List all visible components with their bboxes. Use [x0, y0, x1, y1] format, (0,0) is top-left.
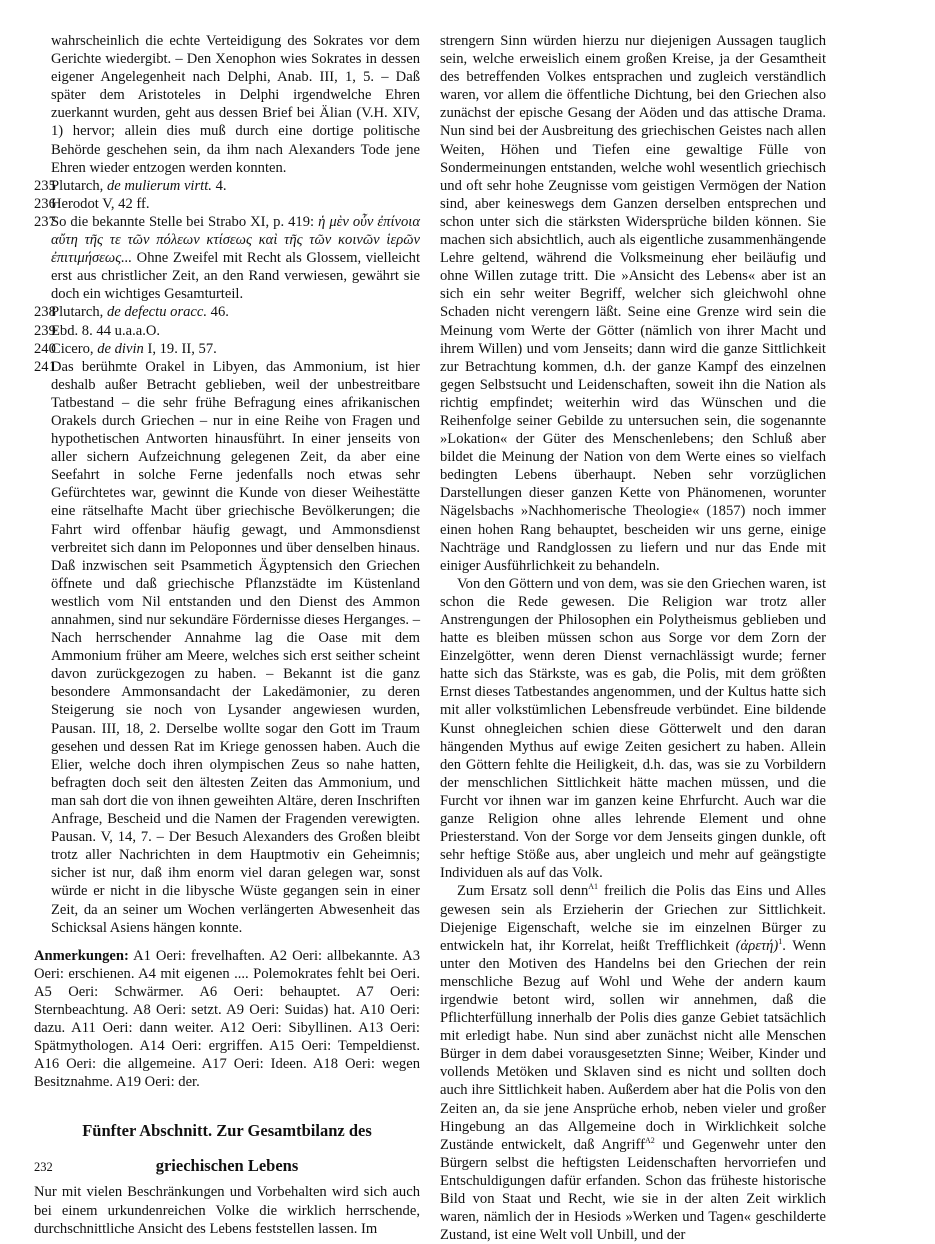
footnote-text-italic: de mulierum virtt.	[106, 177, 212, 194]
footnote-text-plain: Plutarch,	[51, 304, 107, 321]
section-heading-line-1: Fünfter Abschnitt. Zur Gesamtbilanz des	[82, 1121, 372, 1141]
footnote-text-italic: de divin	[97, 340, 144, 357]
footnote-text	[51, 177, 420, 195]
intro-paragraph: Nur mit vielen Beschränkungen und Vorbehalten wird sich auch bei einem urkundenreichen Volke die wirklich herrschende, durchschnittliche Ansicht des Lebens feststellen lassen. Im	[34, 1184, 420, 1237]
footnote-number: 238	[34, 304, 56, 321]
editorial-notes	[34, 947, 420, 1092]
footnote-text-plain: Herodot V, 42 ff.	[51, 195, 150, 212]
p3-part-d: und Gegenwehr unter den Bürgern selbst die heftigsten Leidenschaften hervorriefen und Entschuldigungen dafür erfanden. Schon das früheste historische Bild von Staat und Recht, wie sie in der alten Zeit wirklich waren, nämlich der in Hesiods »Werken und Tagen« geschilderte Zustand, ist eine Welt voll Unbill, und der	[440, 1136, 826, 1244]
footnote-list	[34, 177, 420, 937]
p3-part-c: . Wenn unter den Motiven des Handelns bei den Griechen der rein menschliche Bezug auf Wohl und Wehe der andern kaum irgendwie betont wird, sollen wir annehmen, daß die Pflichterfüllung innerhalb der Polis dies ganze Gebiet tatsächlich mit erledigt habe. Nun sind aber zunächst nicht alle Menschen Bürger in dem dabei vorausgesetzten Sinne; Weiber, Kinder und vollends Metöken und Sklaven sind es nicht und sollten doch auch ihre Sittlichkeit haben. Außerdem aber hat die Polis von den Zeiten an, da sie jene Ansprüche erhob, neben vieler und großer Hingebung an das Allgemeine doch in Wirklichkeit solche Zustände entwickelt, daß Angriff	[440, 937, 826, 1153]
footnote-text-italic: ἡ μὲν οὖν ἐπίνοια αὔτη τῆς τε τῶν πόλεων κτίσεως καὶ τῆς τῶν κοινῶν ἱερῶν ἐπιτιμήσεως...	[51, 213, 420, 267]
footnote-text	[51, 213, 420, 303]
p3-part-a: Zum Ersatz soll denn	[457, 883, 589, 900]
footnote-text	[51, 303, 420, 321]
footnote-continuation: wahrscheinlich die echte Verteidigung des Sokrates vor dem Gerichte wiedergibt. – Den Xenophon wies Sokrates in dessen eigener Angelegenheit nach Delphi, Anab. III, 1, 5. – Daß später dem Aristoteles in Delphi irgendwelche Ehren zuerkannt wurden, geht aus dessen Brief bei Älian (V.H. XIV, 1) hervor; allein dies muß durch eine dortige politische Behörde geschehen sein, da ihm nach Alexanders Tode jene Ehren wieder entzogen werden konnten.	[51, 33, 420, 176]
paragraph-1: strengern Sinn würden hierzu nur diejenigen Aussagen tauglich sein, welche erweislich einem großen Kreise, ja der Gesamtheit des betreffenden Volkes entsprachen und zugleich verständlich waren, vor allem die öffentliche Dichtung, bei den Griechen also zunächst der epische Gesang der Aöden und das attische Drama. Nun sind bei der Ausbreitung des griechischen Geistes nach allen Weiten, Höhen und Tiefen eine gewaltige Fülle von Sondermeinungen entstanden, welche wohl wesentlich griechisch und oft sehr hohe Zeugnisse vom geistigen Vermögen der Nation sind, aber keineswegs dem Ganzen derselben entsprechen und schon unter sich die stärksten Widersprüche bilden können. Sie machen sich absichtlich, auch als eigentliche zusammenhängende Lehre geltend, während die Volksmeinung eher beiläufig und ohne Willen zutage tritt. Die »Ansicht des Lebens« aber ist an sich ein sehr weiter Begriff, welcher sich gleichwohl ohne Schaden nicht verengern läßt. Seine eine Grenze wird sein die Meinung vom Werte der Götter (nämlich von ihrer Macht und ihrem Willen) und vom Jenseits; dann wird die ganze Sittlichkeit zur Betrachtung kommen, d.h. der ganze Kampf des einzelnen gegen Selbstsucht und Leidenschaften, soweit ihn die Nation als richtig empfindet; weiterhin wird das Wünschen und die Reihenfolge seiner Gebilde zu untersuchen sein, die sogenannte »Lokation« der Güter des Menschenlebens; den Schluß aber bildet die Meinung der Nation von dem Werte eines so vielfach bedingten Lebens überhaupt. Neben sehr vorzüglichen Darstellungen dieser ganzen Kette von Phänomenen, worunter Nägelsbachs »Nachhomerische Theologie« (1857) noch immer einen hohen Rang behauptet, bescheiden wir uns gerne, einige Nachträge und Randglossen zu liefern und nur das Ende mit einiger Ausführlichkeit zu behandeln.	[440, 33, 826, 574]
annotation-marker: A2	[644, 1135, 655, 1145]
footnote-text	[51, 358, 420, 937]
notes-text: A1 Oeri: frevelhaften. A2 Oeri: allbekannte. A3 Oeri: erschienen. A4 mit eigenen .... Polemokrates fehlt bei Oeri. A5 Oeri: Schwärmer. A6 Oeri: behauptet. A7 Oeri: Sternbeachtung. A8 Oeri: setzt. A9 Oeri: Suidas) hat. A10 Oeri: dazu. A11 Oeri: dann weiter. A12 Oeri: Sibyllinen. A13 Oeri: Spätmythologen. A14 Oeri: ergriffen. A15 Oeri: Tempeldienst. A16 Oeri: die allgemeine. A17 Oeri: Ideen. A18 Oeri: wegen Besitznahme. A19 Oeri: der.	[34, 947, 420, 1091]
footnote-text-plain: Ebd. 8. 44 u.a.a.O.	[51, 322, 161, 339]
footnote-marker: 1	[778, 936, 783, 946]
left-column	[34, 32, 420, 1238]
footnote-text-plain: So die bekannte Stelle bei Strabo XI, p. 419:	[51, 213, 319, 230]
footnote-text-plain: Plutarch,	[51, 177, 107, 194]
footnote-number: 241	[34, 358, 56, 375]
notes-label: Anmerkungen:	[34, 947, 129, 964]
footnote-number: 237	[34, 213, 56, 230]
footnote-number: 236	[34, 195, 56, 212]
annotation-marker: A1	[588, 882, 599, 892]
paragraph-3	[440, 882, 826, 1244]
p3-part-b: freilich die Polis das Eins und Alles gewesen sein als Erzieherin der Griechen zur Sittlichkeit. Diejenige Eigenschaft, welche sie im einzelnen Bürger zu entwickeln hat, ihr Korrelat, heißt Trefflichkeit	[440, 883, 826, 954]
footnote-text	[51, 322, 420, 340]
section-heading-line-2: griechischen Lebens	[155, 1156, 299, 1176]
greek-term: (ἀρετή)	[735, 937, 779, 954]
footnote-item	[34, 213, 420, 303]
paragraph-2: Von den Göttern und von dem, was sie den Griechen waren, ist schon die Rede gewesen. Die Religion war trotz aller Anstrengungen der Philosophen ein Polytheismus geblieben und hatte es bleiben müssen schon aus Sorge vor dem Zorn der Einzelgötter, wenn deren Dienst vernachlässigt wurde; ferner hatte sich das Stärkste, was es gab, die Polis, mit dem größten Ernst dieses Tatbestandes angenommen, und der Kultus hatte sich mit aller volkstümlichen Lebensfreude verbündet. Eine bildende Kunst ohnegleichen schien diese Götterwelt und den daran hängenden Mythus auf ewige Zeiten gesichert zu haben. Allein den Göttern fehlte die Heiligkeit, d.h. das, was sie zu Vorbildern der menschlichen Sittlichkeit hätte machen müssen, und die Furcht vor ihnen war im ganzen keine Ehrfurcht. Auch war die ganze Religion ohne alles lehrende Element und ohne Priesterstand. Von der Sorge vor dem Jenseits gingen dunkle, oft sehr heftige Stöße aus, aber ungleich und mehr auf geängstigte Individuen als auf das Volk.	[440, 575, 826, 882]
footnote-text-plain: 46.	[207, 304, 229, 321]
footnote-text	[51, 195, 420, 213]
footnote-item	[34, 177, 420, 195]
footnote-text-italic: de defectu oracc.	[106, 304, 208, 321]
footnote-text	[51, 340, 420, 358]
footnote-item	[34, 340, 420, 358]
right-column	[440, 32, 826, 1244]
page-number: 232	[34, 1160, 53, 1174]
footnote-text-plain: I, 19. II, 57.	[143, 340, 217, 357]
footnote-text-plain: Das berühmte Orakel in Libyen, das Ammonium, ist hier deshalb außer Betracht geblieben, weil der unbestreitbare Tatbestand – die sehr frühe Befragung eines afrikanischen Orakels durch Griechen – nur in eine Reihe von Fragen und hypothetischen Antworten hinausführt. In einer jenseits von aller sichern Aufzeichnung gelegenen Zeit, da aber eine Seefahrt in solche Ferne jedenfalls noch etwas sehr Gefürchtetes war, gewinnt die Kunde von dieser Weihestätte eine rätselhafte Macht über griechische Bevölkerungen; die Fahrt wird offenbar häufig gewagt, und Ammonsdienst verbreitet sich dann im Peloponnes und über denselben hinaus. Daß inzwischen seit Psammetich Ägyptensich den Griechen öffnete und daß griechische Pflanzstädte im Küstenland westlich vom Nil entstanden und den Dienst des Ammon annahmen, sind nur sekundäre Fördernisse dieses Herganges. – Nach herrschender Annahme lag die Oase mit dem Ammonium früher am Meere, welches sich erst seither scheint davon zurückgezogen zu haben. – Bekannt ist die ganz besondere Ammonsandacht der Lakedämonier, zu deren Steigerung sie noch von Lysander angewiesen wurden, Pausan. III, 18, 2. Derselbe wollte sogar den Gott im Traum gesehen und dessen Rat im Kriege genossen haben. Auch die Elier, welche doch ihren olympischen Zeus so nahe hatten, befragten doch seit den ältesten Zeiten das Ammonium, und man sah dort die von ihnen geweihten Altäre, deren Inschriften Anfrage, Bescheid und die Namen der Fragenden verewigten. Pausan. V, 14, 7. – Der Besuch Alexanders des Großen bleibt trotz aller Nachrichten in dem Hauptmotiv ein Geheimnis; sicher ist nur, daß ihm enorm viel daran gelegen war, sonst würde er nicht in die libysche Wüste gegangen sein in einer Zeit, da an seiner um Wochen verlängerten Abwesenheit das Schicksal Asiens hängen konnte.	[51, 358, 420, 936]
footnote-item	[34, 303, 420, 321]
footnote-item	[34, 358, 420, 937]
footnote-number: 240	[34, 340, 56, 357]
footnote-text-plain: Ohne Zweifel mit Recht als Glossem, vielleicht erst aus christlicher Zeit, an den Rand verwiesen, gewährt sie doch ein wichtiges Gesamturteil.	[51, 250, 420, 303]
section-heading	[34, 1113, 420, 1183]
footnote-number: 235	[34, 177, 56, 194]
footnote-text-plain: 4.	[211, 177, 227, 194]
footnote-item	[34, 195, 420, 213]
footnote-text-plain: Cicero,	[51, 340, 98, 357]
footnote-number: 239	[34, 322, 56, 339]
footnote-item	[34, 322, 420, 340]
